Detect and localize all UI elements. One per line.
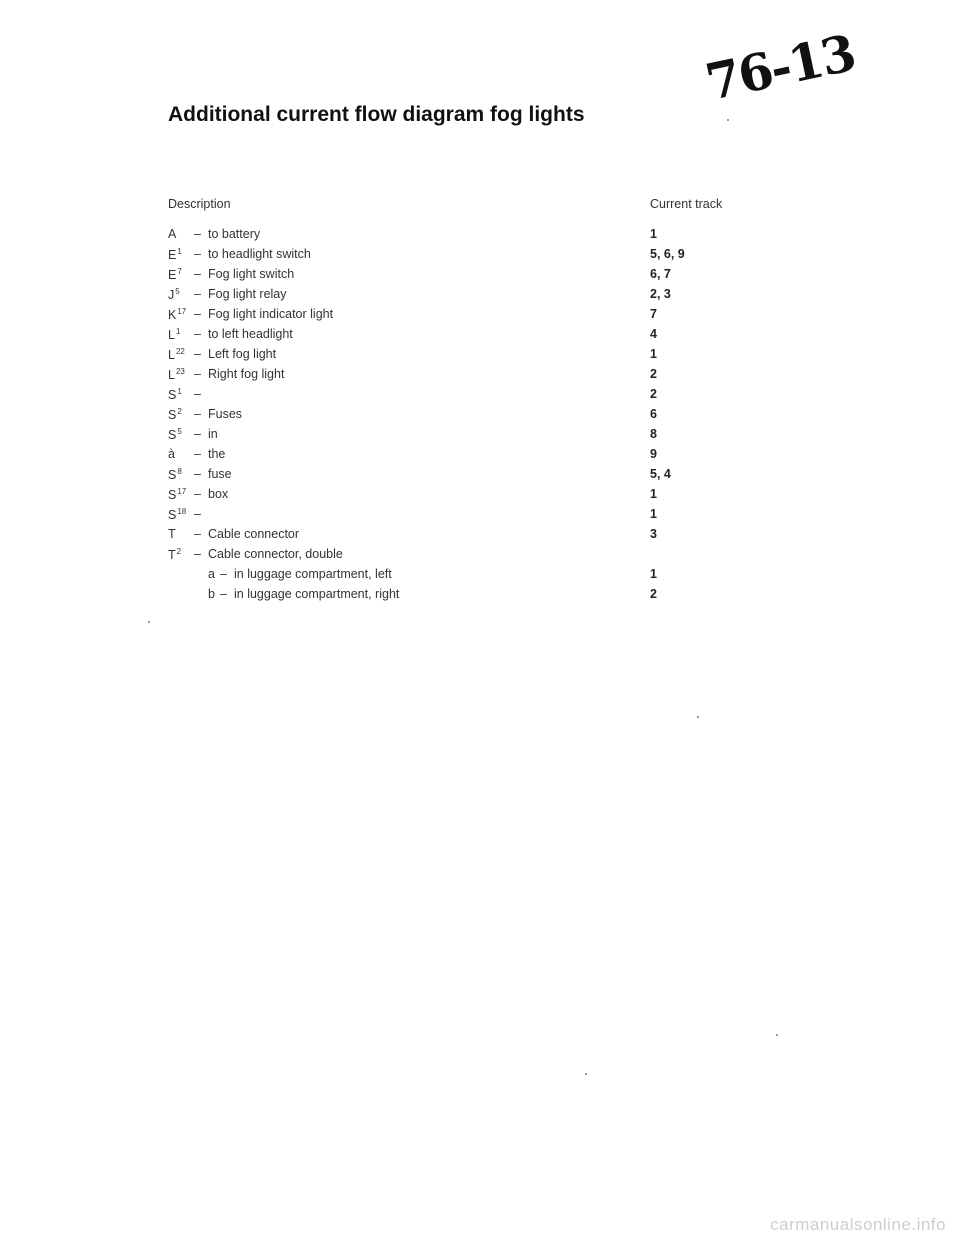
component-description: to headlight switch (208, 247, 311, 261)
current-track-value: 5, 4 (650, 467, 671, 481)
legend-row (0, 247, 960, 267)
component-index: 22 (175, 347, 185, 356)
component-description: Left fog light (208, 347, 277, 361)
separator-dash: – (194, 387, 201, 401)
separator-dash: – (194, 487, 201, 501)
separator-dash: – (194, 507, 201, 521)
legend-row (0, 527, 960, 547)
component-code (168, 247, 182, 262)
component-letter: L (168, 368, 175, 382)
component-code (168, 287, 180, 302)
current-track-value: 2 (650, 367, 657, 381)
component-letter: E (168, 268, 177, 282)
separator-dash: – (194, 407, 201, 421)
component-letter: b (208, 587, 215, 601)
legend-row (0, 327, 960, 347)
component-code (208, 587, 215, 601)
current-track-value: 9 (650, 447, 657, 461)
separator-dash: – (220, 567, 227, 581)
current-track-value: 2 (650, 587, 657, 601)
component-description: to battery (208, 227, 261, 241)
component-letter: J (168, 288, 175, 302)
current-track-value: 3 (650, 527, 657, 541)
current-track-value: 8 (650, 427, 657, 441)
component-description: Fog light relay (208, 287, 287, 301)
component-code (168, 307, 186, 322)
description-column-header: Description (168, 197, 231, 211)
scan-speck (585, 1073, 587, 1075)
component-description: Fog light indicator light (208, 307, 334, 321)
current-track-value: 1 (650, 567, 657, 581)
component-index: 5 (175, 287, 180, 296)
component-index: 18 (177, 507, 187, 516)
legend-row (0, 487, 960, 507)
component-code (168, 527, 176, 541)
current-track-value: 6 (650, 407, 657, 421)
component-code (168, 387, 182, 402)
component-description: in (208, 427, 218, 441)
scan-speck (148, 621, 150, 623)
legend-row (0, 507, 960, 527)
component-index: 7 (177, 267, 182, 276)
separator-dash: – (194, 347, 201, 361)
legend-sub-row (0, 587, 960, 607)
component-index: 8 (177, 467, 182, 476)
component-code (168, 507, 186, 522)
component-index: 5 (177, 427, 182, 436)
component-index: 17 (177, 487, 187, 496)
component-letter: S (168, 408, 177, 422)
component-code (168, 447, 175, 461)
component-letter: T (168, 548, 176, 562)
component-code (168, 407, 182, 422)
component-description: in luggage compartment, right (234, 587, 400, 601)
component-code (168, 227, 176, 241)
component-description: Cable connector (208, 527, 300, 541)
component-description: Fog light switch (208, 267, 295, 281)
legend-row (0, 467, 960, 487)
separator-dash: – (194, 327, 201, 341)
current-track-value: 1 (650, 487, 657, 501)
component-code (168, 427, 182, 442)
component-index: 1 (175, 327, 181, 336)
component-letter: à (168, 447, 175, 461)
current-track-value: 1 (650, 227, 657, 241)
component-letter: T (168, 527, 176, 541)
separator-dash: – (194, 547, 201, 561)
legend-row (0, 407, 960, 427)
component-code (168, 547, 181, 562)
separator-dash: – (194, 227, 201, 241)
component-code (168, 327, 180, 342)
component-letter: A (168, 227, 177, 241)
component-code (168, 467, 182, 482)
component-letter: S (168, 428, 177, 442)
component-letter: a (208, 567, 215, 581)
component-description: Cable connector, double (208, 547, 343, 561)
component-description: to left headlight (208, 327, 293, 341)
legend-row (0, 227, 960, 247)
component-description: in luggage compartment, left (234, 567, 392, 581)
component-description: Fuses (208, 407, 243, 421)
component-letter: L (168, 348, 175, 362)
legend-row (0, 547, 960, 567)
page-title: Additional current flow diagram fog lights (168, 103, 585, 126)
legend-sub-row (0, 567, 960, 587)
component-index: 17 (177, 307, 187, 316)
separator-dash: – (194, 427, 201, 441)
legend-list (0, 227, 960, 607)
component-letter: S (168, 468, 177, 482)
current-track-value: 1 (650, 347, 657, 361)
handwritten-page-number: 76-13 (700, 23, 860, 112)
component-description: the (208, 447, 226, 461)
watermark-footer: carmanualsonline.info (770, 1215, 946, 1234)
legend-row (0, 387, 960, 407)
component-index: 23 (175, 367, 185, 376)
component-letter: S (168, 388, 177, 402)
separator-dash: – (194, 467, 201, 481)
legend-row (0, 367, 960, 387)
component-index: 1 (177, 387, 182, 396)
scan-speck (727, 119, 729, 121)
component-index: 2 (176, 547, 182, 556)
separator-dash: – (194, 527, 201, 541)
legend-row (0, 287, 960, 307)
current-track-value: 7 (650, 307, 657, 321)
current-track-value: 5, 6, 9 (650, 247, 685, 261)
separator-dash: – (194, 447, 201, 461)
separator-dash: – (194, 367, 201, 381)
scan-speck (697, 716, 699, 718)
separator-dash: – (194, 247, 201, 261)
component-letter: L (168, 328, 175, 342)
component-letter: E (168, 248, 177, 262)
component-index: 2 (177, 407, 182, 416)
component-description: fuse (208, 467, 232, 481)
component-code (168, 347, 185, 362)
separator-dash: – (220, 587, 227, 601)
component-letter: S (168, 508, 177, 522)
component-description: Right fog light (208, 367, 285, 381)
component-code (208, 567, 215, 581)
legend-row (0, 267, 960, 287)
component-code (168, 367, 185, 382)
current-track-value: 4 (650, 327, 657, 341)
component-description: box (208, 487, 229, 501)
legend-row (0, 347, 960, 367)
component-code (168, 267, 182, 282)
current-track-value: 6, 7 (650, 267, 671, 281)
current-track-value: 1 (650, 507, 657, 521)
scan-speck (776, 1034, 778, 1036)
component-code (168, 487, 186, 502)
current-track-value: 2 (650, 387, 657, 401)
component-letter: S (168, 488, 177, 502)
separator-dash: – (194, 267, 201, 281)
separator-dash: – (194, 287, 201, 301)
component-index: 1 (177, 247, 182, 256)
legend-row (0, 427, 960, 447)
legend-row (0, 307, 960, 327)
current-track-value: 2, 3 (650, 287, 671, 301)
legend-row (0, 447, 960, 467)
current-track-column-header: Current track (650, 197, 723, 211)
component-letter: K (168, 308, 177, 322)
separator-dash: – (194, 307, 201, 321)
